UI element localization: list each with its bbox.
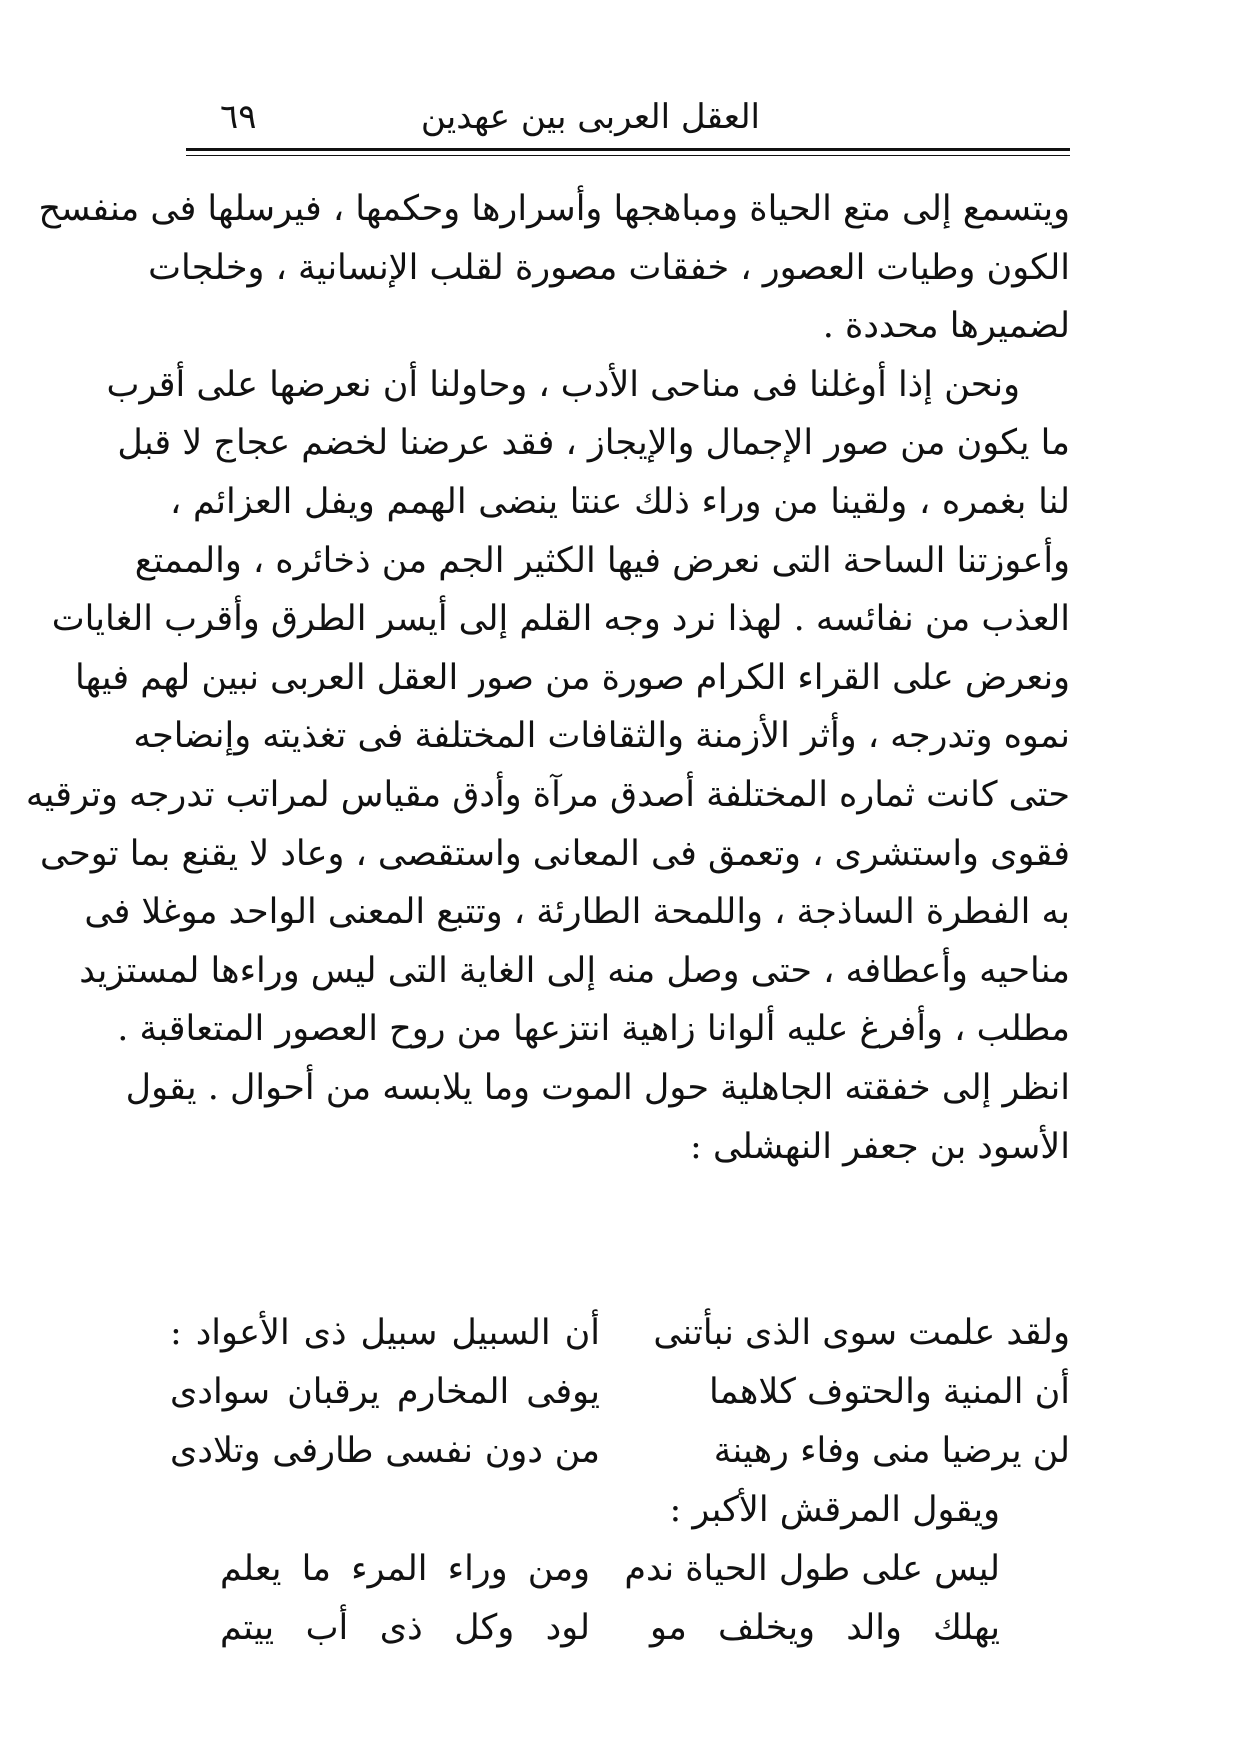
verse-first-hemistich: ولقد علمت سوى الذى نبأتنى [653,1313,1070,1353]
text-line: مطلب ، وأفرغ عليه ألوانا زاهية انتزعها من روح العصور المتعاقبة . [117,1009,1070,1050]
body-text [25,180,1070,1176]
verse-line [170,1363,1070,1422]
header-rule-thick [186,148,1070,151]
text-line: حتى كانت ثماره المختلفة أصدق مرآة وأدق مقياس لمراتب تدرجه وترقيه [25,774,1070,815]
text-line: ونعرض على القراء الكرام صورة من صور العقل العربى نبين لهم فيها [75,657,1070,698]
page-number: ٦٩ [220,97,257,137]
verse-second-hemistich: أن السبيل سبيل ذى الأعواد : [170,1313,600,1353]
verse-line [170,1422,1070,1481]
verse-line [170,1540,1070,1599]
verse-line [170,1599,1070,1658]
text-line: نموه وتدرجه ، وأثر الأزمنة والثقافات المختلفة فى تغذيته وإنضاجه [133,716,1070,757]
text-line: الأسود بن جعفر النهشلى : [690,1126,1070,1167]
text-line: الكون وطيات العصور ، خفقات مصورة لقلب الإنسانية ، وخلجات [148,247,1070,288]
text-line: لضميرها محددة . [822,306,1070,347]
verse-second-hemistich: يوفى المخارم يرقبان سوادى [170,1372,600,1412]
text-line: العذب من نفائسه . لهذا نرد وجه القلم إلى أيسر الطرق وأقرب الغايات [51,599,1070,640]
text-line: به الفطرة الساذجة ، واللمحة الطارئة ، وتتبع المعنى الواحد موغلا فى [84,892,1070,933]
text-line: وأعوزتنا الساحة التى نعرض فيها الكثير الجم من ذخائره ، والممتع [134,540,1070,581]
text-line: انظر إلى خفقته الجاهلية حول الموت وما يلابسه من أحوال . يقول [125,1067,1070,1108]
poem-intro: ويقول المرقش الأكبر : [669,1490,1000,1530]
running-title: العقل العربى بين عهدين [420,97,760,137]
text-line: ويتسمع إلى متع الحياة ومباهجها وأسرارها وحكمها ، فيرسلها فى منفسح [38,189,1070,229]
verse-first-hemistich: ليس على طول الحياة ندم [624,1549,1000,1589]
verse-first-hemistich: يهلك والد ويخلف مو [650,1608,1000,1648]
poetry-block [170,1304,1070,1658]
verse-line [170,1304,1070,1363]
text-line: مناحيه وأعطافه ، حتى وصل منه إلى الغاية التى ليس وراءها لمستزيد [79,950,1070,991]
verse-second-hemistich: ومن وراء المرء ما يعلم [220,1549,590,1589]
verse-second-hemistich: من دون نفسى طارفى وتلادى [170,1431,600,1471]
text-line: ونحن إذا أوغلنا فى مناحى الأدب ، وحاولنا أن نعرضها على أقرب [106,364,1020,405]
page-header [190,92,1080,142]
text-line: لنا بغمره ، ولقينا من وراء ذلك عنتا ينضى الهمم ويفل العزائم ، [170,481,1070,522]
header-rule-thin [186,155,1070,156]
text-line: ما يكون من صور الإجمال والإيجاز ، فقد عرضنا لخضم عجاج لا قبل [117,423,1070,464]
text-line: فقوى واستشرى ، وتعمق فى المعانى واستقصى ، وعاد لا يقنع بما توحى [39,833,1070,874]
verse-first-hemistich: لن يرضيا منى وفاء رهينة [713,1431,1070,1471]
verse-second-hemistich: لود وكل ذى أب ييتم [220,1608,590,1648]
verse-first-hemistich: أن المنية والحتوف كلاهما [708,1372,1070,1412]
